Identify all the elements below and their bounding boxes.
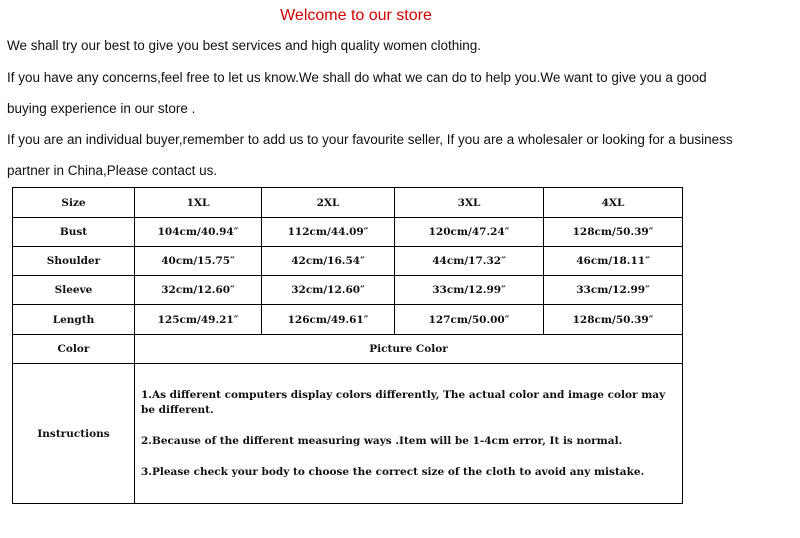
table-cell: 128cm/50.39″ [544,305,683,335]
table-cell: 125cm/49.21″ [135,305,262,335]
header-cell-3xl: 3XL [395,188,544,218]
table-cell: 120cm/47.24″ [395,218,544,247]
header-cell-size: Size [13,188,135,218]
table-cell: 44cm/17.32″ [395,247,544,276]
table-cell: 126cm/49.61″ [262,305,395,335]
table-cell: 46cm/18.11″ [544,247,683,276]
row-label: Sleeve [13,276,135,305]
store-welcome-title: Welcome to our store [280,7,432,24]
table-cell: 32cm/12.60″ [135,276,262,305]
header-cell-1xl: 1XL [135,188,262,218]
color-value-cell: Picture Color [135,335,683,364]
table-cell: 127cm/50.00″ [395,305,544,335]
table-row-instructions [13,364,683,504]
table-cell: 33cm/12.99″ [395,276,544,305]
instruction-item: 2.Because of the different measuring ways .Item will be 1-4cm error, It is normal. [141,434,623,447]
table-row-shoulder [13,247,683,276]
row-label: Color [13,335,135,364]
table-cell: 40cm/15.75″ [135,247,262,276]
header-cell-4xl: 4XL [544,188,683,218]
table-cell: 42cm/16.54″ [262,247,395,276]
intro-line-4: If you are an individual buyer,remember to add us to your favourite seller, If you are a wholesaler or looking for a business [7,132,733,147]
intro-line-3: buying experience in our store . [7,101,196,116]
intro-line-5: partner in China,Please contact us. [7,163,218,178]
row-label: Length [13,305,135,335]
header-cell-2xl: 2XL [262,188,395,218]
table-row-color [13,335,683,364]
instructions-cell [135,364,683,504]
table-cell: 128cm/50.39″ [544,218,683,247]
table-cell: 32cm/12.60″ [262,276,395,305]
instruction-item: 1.As different computers display colors differently, The actual color and image color may be different. [141,388,666,416]
intro-line-2: If you have any concerns,feel free to let us know.We shall do what we can do to help you.We want to give you a good [7,70,707,85]
table-row-length [13,305,683,335]
table-cell: 104cm/40.94″ [135,218,262,247]
row-label: Shoulder [13,247,135,276]
size-header-row [13,188,683,218]
row-label: Instructions [13,364,135,504]
table-cell: 112cm/44.09″ [262,218,395,247]
table-row-sleeve [13,276,683,305]
row-label: Bust [13,218,135,247]
intro-line-1: We shall try our best to give you best services and high quality women clothing. [7,38,481,53]
size-chart-table [12,187,683,504]
instruction-item: 3.Please check your body to choose the correct size of the cloth to avoid any mistake. [141,465,645,478]
table-cell: 33cm/12.99″ [544,276,683,305]
table-row-bust [13,218,683,247]
